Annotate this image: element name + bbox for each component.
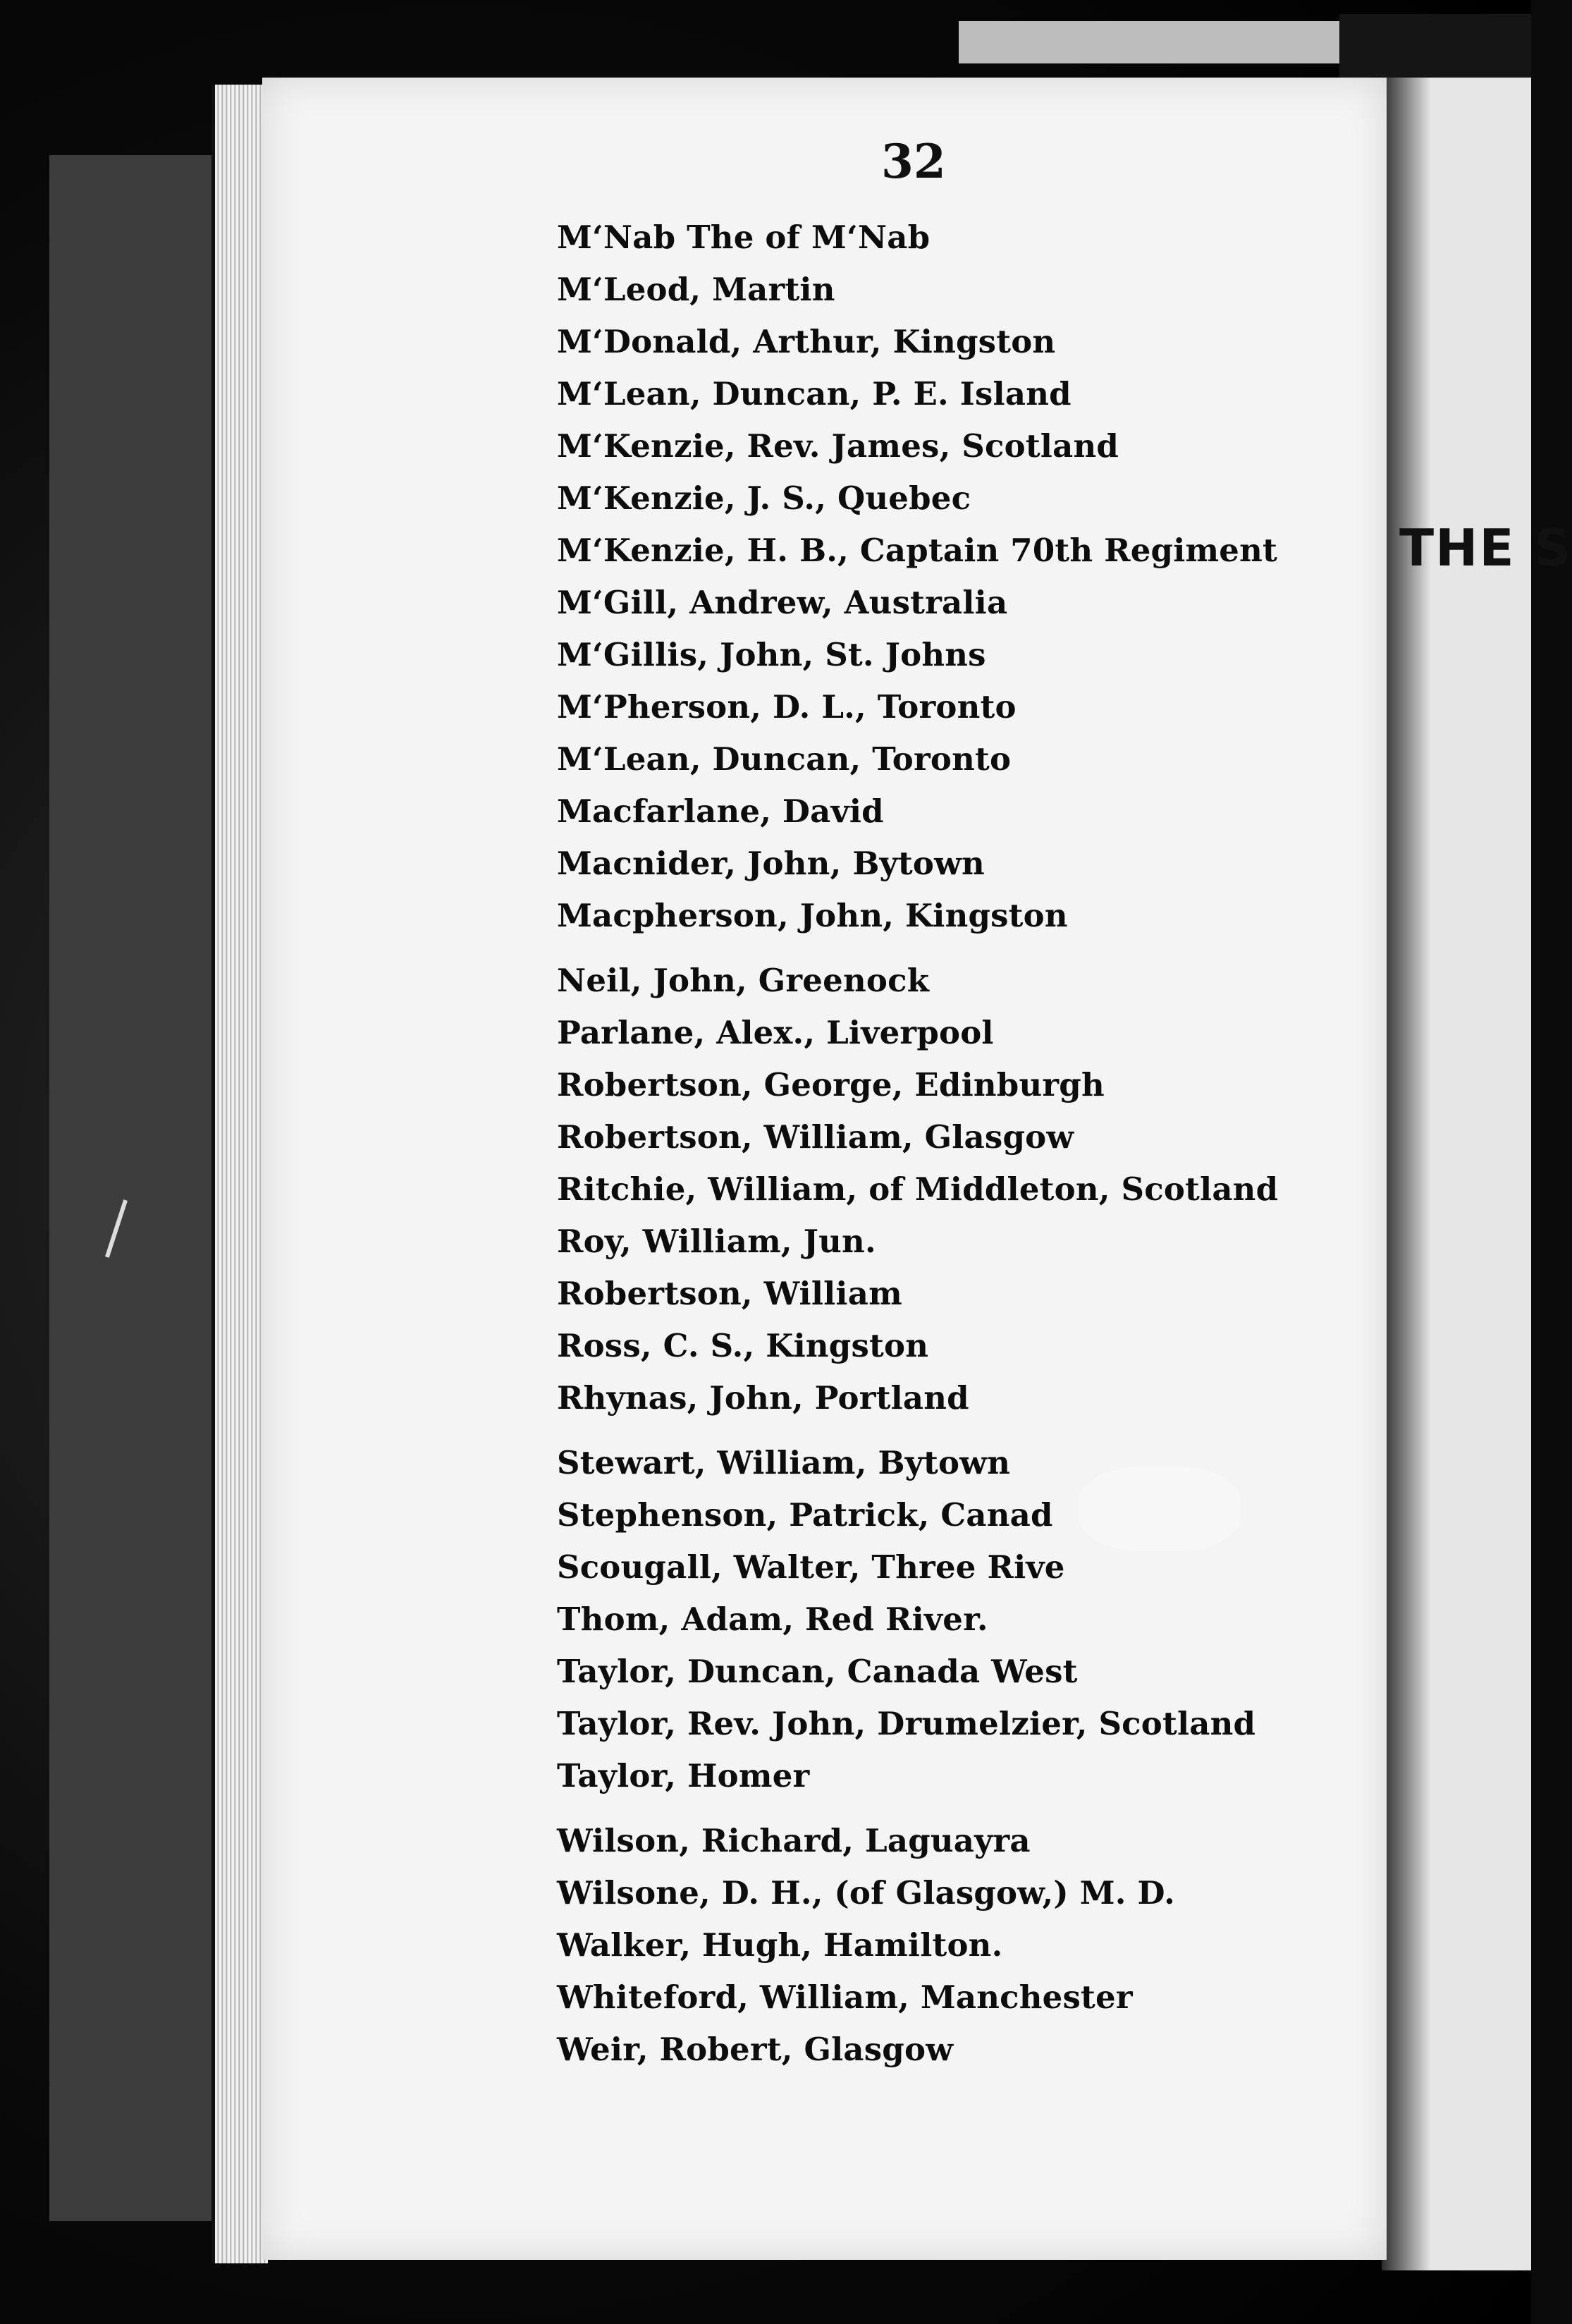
list-item: Stephenson, Patrick, Canad: [557, 1496, 1053, 1534]
list-item: Thom, Adam, Red River.: [557, 1601, 988, 1638]
list-item: M‘Pherson, D. L., Toronto: [557, 688, 1017, 726]
page-number: 32: [881, 134, 946, 189]
name-list: [557, 212, 1368, 2076]
ink-blot: [1079, 1467, 1241, 1551]
list-item: Macpherson, John, Kingston: [557, 897, 1068, 934]
list-item: Taylor, Rev. John, Drumelzier, Scotland: [557, 1705, 1256, 1742]
list-item: Wilsone, D. H., (of Glasgow,) M. D.: [557, 1874, 1175, 1912]
list-item: Rhynas, John, Portland: [557, 1379, 969, 1417]
scan-top-strip: [959, 21, 1382, 63]
list-item: Roy, William, Jun.: [557, 1223, 876, 1260]
list-item: Scougall, Walter, Three Rive: [557, 1548, 1065, 1586]
list-item: Robertson, William, Glasgow: [557, 1118, 1074, 1156]
list-item: Neil, John, Greenock: [557, 962, 930, 999]
list-item: M‘Gill, Andrew, Australia: [557, 584, 1008, 621]
list-item: Wilson, Richard, Laguayra: [557, 1822, 1031, 1859]
list-item: Stewart, William, Bytown: [557, 1444, 1011, 1481]
list-item: M‘Gillis, John, St. Johns: [557, 636, 986, 673]
list-item: Taylor, Duncan, Canada West: [557, 1653, 1078, 1690]
list-item: Robertson, William: [557, 1275, 902, 1312]
list-item: M‘Kenzie, Rev. James, Scotland: [557, 427, 1119, 465]
list-item: M‘Lean, Duncan, P. E. Island: [557, 375, 1071, 412]
list-item: Taylor, Homer: [557, 1757, 810, 1794]
list-item: Weir, Robert, Glasgow: [557, 2031, 954, 2068]
list-item: M‘Leod, Martin: [557, 271, 835, 308]
list-item: Parlane, Alex., Liverpool: [557, 1014, 994, 1051]
facing-page-heading: THE S: [1399, 518, 1572, 577]
list-item: Whiteford, William, Manchester: [557, 1979, 1133, 2016]
scan-top-dark-area: [1339, 14, 1531, 78]
facing-page-gutter-shadow: [1382, 78, 1431, 2270]
list-item: Ross, C. S., Kingston: [557, 1327, 929, 1364]
list-item: M‘Kenzie, J. S., Quebec: [557, 479, 971, 517]
list-item: M‘Nab The of M‘Nab: [557, 219, 931, 256]
list-item: Macnider, John, Bytown: [557, 845, 985, 882]
list-item: M‘Kenzie, H. B., Captain 70th Regiment: [557, 532, 1278, 569]
list-item: Ritchie, William, of Middleton, Scotland: [557, 1170, 1279, 1208]
list-item: Walker, Hugh, Hamilton.: [557, 1926, 1003, 1964]
page-edges: [211, 85, 268, 2263]
list-item: Robertson, George, Edinburgh: [557, 1066, 1105, 1103]
list-item: M‘Donald, Arthur, Kingston: [557, 323, 1056, 360]
list-item: Macfarlane, David: [557, 793, 884, 830]
list-item: M‘Lean, Duncan, Toronto: [557, 740, 1012, 778]
